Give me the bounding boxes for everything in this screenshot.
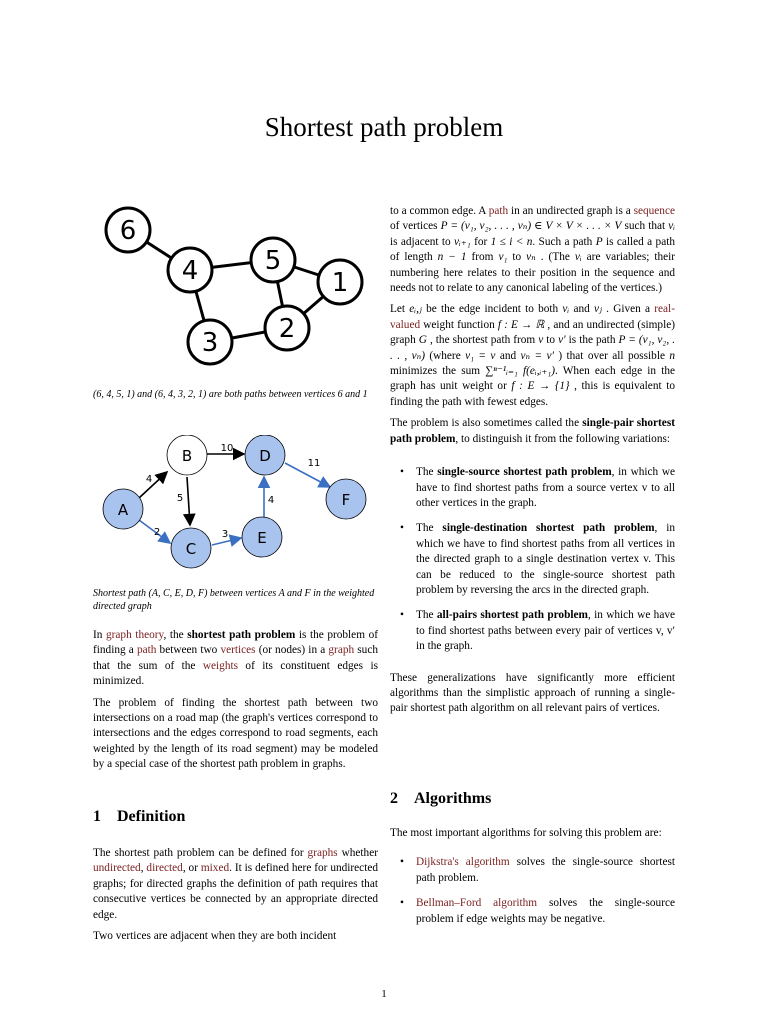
figure-2-caption: Shortest path (A, C, E, D, F) between vertices A and F in the weighted directed graph [93,588,375,612]
link-mixed[interactable]: mixed [200,862,230,875]
list-item: • Dijkstra's algorithm solves the single-source shortest path problem. [390,855,675,886]
graph-node: D [259,447,271,465]
link-real-valued[interactable]: real-valued [390,303,675,331]
graph-node: 1 [331,268,349,298]
definition-paragraph: The shortest path problem can be defined for graphs whether undirected, directed, or mixed. It is defined here for undirected graphs; for directed graphs the definition of path requires that consecutive vertices be connected by an appropriate directed edge. [93,847,378,921]
page-number: 1 [381,988,387,1000]
page-title: Shortest path problem [264,112,504,142]
edge-weight: 4 [145,474,153,485]
graph-node: F [341,491,351,509]
list-item: • The single-destination shortest path problem, in which we have to find shortest paths from all vertices in the directed graph to a single destination vertex v. This can be reduced to the single-source shortest path problem by reversing the arcs in the directed graph. [390,521,675,598]
graph-node: 2 [278,314,296,344]
algorithms-intro: The most important algorithms for solving this problem are: [390,827,662,839]
graph-node: E [257,529,267,547]
list-item: • The single-source shortest path problem, in which we have to find shortest paths from a source vertex v to all other vertices in the graph. [390,465,675,511]
link-directed[interactable]: directed [146,862,183,875]
graph-node: C [185,540,197,558]
single-pair-paragraph: The problem is also sometimes called the single-pair shortest path problem, to distinguish it from the following variations: [390,417,675,445]
section-heading-algorithms: 2 Algorithms [390,790,492,807]
path-definition-paragraph: to a common edge. A path in an undirected graph is a sequence of vertices P = (v₁, v₂, . . . , vₙ) ∈ V × V × . . . × V such that vᵢ is adjacent to vᵢ₊₁ for 1 ≤ i < n. Such a path P is called a path of length n − 1 from v₁ to vₙ . (The vᵢ are variables; their numbering here relates to their position in the sequence and needs not to relate to any canonical labeling of the vertices.) [390,205,676,295]
link-graph-theory[interactable]: graph theory [106,629,164,641]
intro-paragraph: In graph theory, the shortest path problem is the problem of finding a path between two vertices (or nodes) in a graph such that the sum of the weights of its constituent edges is minimized. [93,629,378,688]
link-graphs[interactable]: graphs [307,847,338,859]
graph-node: 3 [201,328,219,358]
edge-weight: 4 [267,495,275,506]
adjacent-paragraph: Two vertices are adjacent when they are both incident [93,930,337,943]
road-map-paragraph: The problem of finding the shortest path between two intersections on a road map (the graph's vertices correspond to intersections and the edges correspond to road segments, each weighted by the length of its road segment) may be modeled by a special case of the shortest path problem in graphs. [93,696,378,771]
link-dijkstra[interactable]: Dijkstra's algorithm [416,856,510,869]
link-sequence[interactable]: sequence [633,205,675,217]
variations-list [390,465,675,654]
edge-weight: 5 [176,493,184,504]
section-heading-definition: 1 Definition [93,808,186,825]
edge-weight: 11 [307,458,321,469]
graph-node: A [117,501,129,519]
list-item: • The all-pairs shortest path problem, in which we have to find shortest paths between every pair of vertices v, v′ in the graph. [390,608,675,654]
link-graph[interactable]: graph [328,644,355,657]
figure-directed-graph [95,435,380,570]
link-bellman-ford[interactable]: Bellman–Ford algorithm [416,897,538,910]
graph-node: B [181,447,193,465]
link-path[interactable]: path [488,205,509,217]
definition-text [93,846,378,950]
figure-undirected-graph [95,200,365,375]
graph-node: 6 [119,216,137,246]
edge-weight: 2 [153,527,161,538]
link-undirected[interactable]: undirected [93,862,141,875]
edge-weight: 10 [220,443,234,454]
weight-function-paragraph: Let eᵢ,ⱼ be the edge incident to both vᵢ and vⱼ . Given a real-valued weight function f : E → ℝ , and an undirected (simple) graph G , the shortest path from v to v′ is the path P = (v₁, v₂, . . . , vₙ) (where v₁ = v and vₙ = v′ ) that over all possible n minimizes the sum ∑ⁿ⁻¹ᵢ₌₁ f(eᵢ,ᵢ₊₁). When each edge in the graph has unit weight or f : E → {1} , this is equivalent to finding the path with fewest edges. [390,303,676,408]
link-path[interactable]: path [136,644,157,657]
algorithms-text [390,826,675,937]
left-column [93,628,378,779]
list-item: • Bellman–Ford algorithm solves the single-source problem if edge weights may be negative. [390,896,675,927]
edge-weight: 3 [221,529,229,540]
graph-node: 4 [181,256,199,286]
right-column [390,204,675,723]
figure-1-caption: (6, 4, 5, 1) and (6, 4, 3, 2, 1) are both paths between vertices 6 and 1 [93,389,368,400]
generalizations-paragraph: These generalizations have significantly more efficient algorithms than the simplistic approach of running a single-pair shortest path algorithm on all relevant pairs of vertices. [390,671,675,715]
link-weights[interactable]: weights [202,659,239,672]
link-vertices[interactable]: vertices [220,644,256,657]
graph-node: 5 [264,246,282,276]
algorithms-list [390,855,675,927]
